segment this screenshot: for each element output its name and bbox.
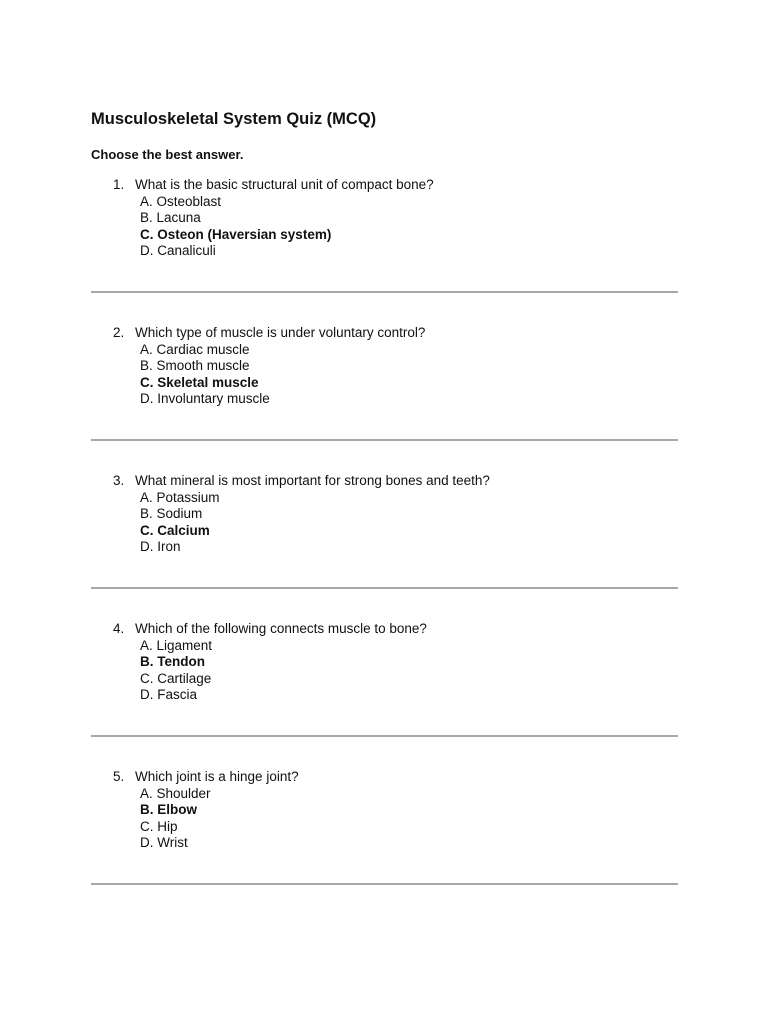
question-stem <box>91 769 678 786</box>
option-a: A. Shoulder <box>140 785 211 801</box>
option-a: A. Ligament <box>140 637 213 653</box>
question-2 <box>91 325 678 408</box>
answer-options <box>91 786 678 852</box>
option-d: D. Canaliculi <box>140 243 216 259</box>
question-1 <box>91 177 678 260</box>
question-stem <box>91 621 678 638</box>
section-divider <box>91 735 678 737</box>
option-c-correct: C. Osteon (Haversian system) <box>140 226 332 242</box>
option-a: A. Cardiac muscle <box>140 341 250 357</box>
option-b-correct: B. Elbow <box>140 802 197 818</box>
question-number: 1. <box>113 177 125 192</box>
question-number: 5. <box>113 769 125 784</box>
page-title: Musculoskeletal System Quiz (MCQ) <box>91 110 377 128</box>
instruction-text: Choose the best answer. <box>91 147 244 162</box>
option-b: B. Smooth muscle <box>140 358 250 374</box>
question-text: Which type of muscle is under voluntary control? <box>135 325 426 340</box>
question-number: 3. <box>113 473 125 488</box>
question-5 <box>91 769 678 852</box>
option-d: D. Fascia <box>140 687 198 703</box>
option-a: A. Potassium <box>140 489 220 505</box>
option-c-correct: C. Skeletal muscle <box>140 374 259 390</box>
question-stem <box>91 325 678 342</box>
question-stem <box>91 473 678 490</box>
section-divider <box>91 587 678 589</box>
answer-options <box>91 342 678 408</box>
option-a: A. Osteoblast <box>140 193 222 209</box>
option-b-correct: B. Tendon <box>140 654 205 670</box>
question-text: What mineral is most important for strong bones and teeth? <box>135 473 490 488</box>
option-d: D. Involuntary muscle <box>140 391 270 407</box>
question-4 <box>91 621 678 704</box>
option-d: D. Wrist <box>140 835 188 851</box>
question-text: What is the basic structural unit of compact bone? <box>135 177 434 192</box>
option-b: B. Lacuna <box>140 210 201 226</box>
question-number: 2. <box>113 325 125 340</box>
answer-options <box>91 194 678 260</box>
option-c-correct: C. Calcium <box>140 522 210 538</box>
option-c: C. Cartilage <box>140 670 212 686</box>
section-divider <box>91 439 678 441</box>
answer-options <box>91 638 678 704</box>
question-text: Which of the following connects muscle to bone? <box>135 621 427 636</box>
option-b: B. Sodium <box>140 506 203 522</box>
section-divider <box>91 291 678 293</box>
answer-options <box>91 490 678 556</box>
question-number: 4. <box>113 621 125 636</box>
section-divider <box>91 883 678 885</box>
question-text: Which joint is a hinge joint? <box>135 769 299 784</box>
question-stem <box>91 177 678 194</box>
option-d: D. Iron <box>140 539 181 555</box>
question-3 <box>91 473 678 556</box>
option-c: C. Hip <box>140 818 178 834</box>
